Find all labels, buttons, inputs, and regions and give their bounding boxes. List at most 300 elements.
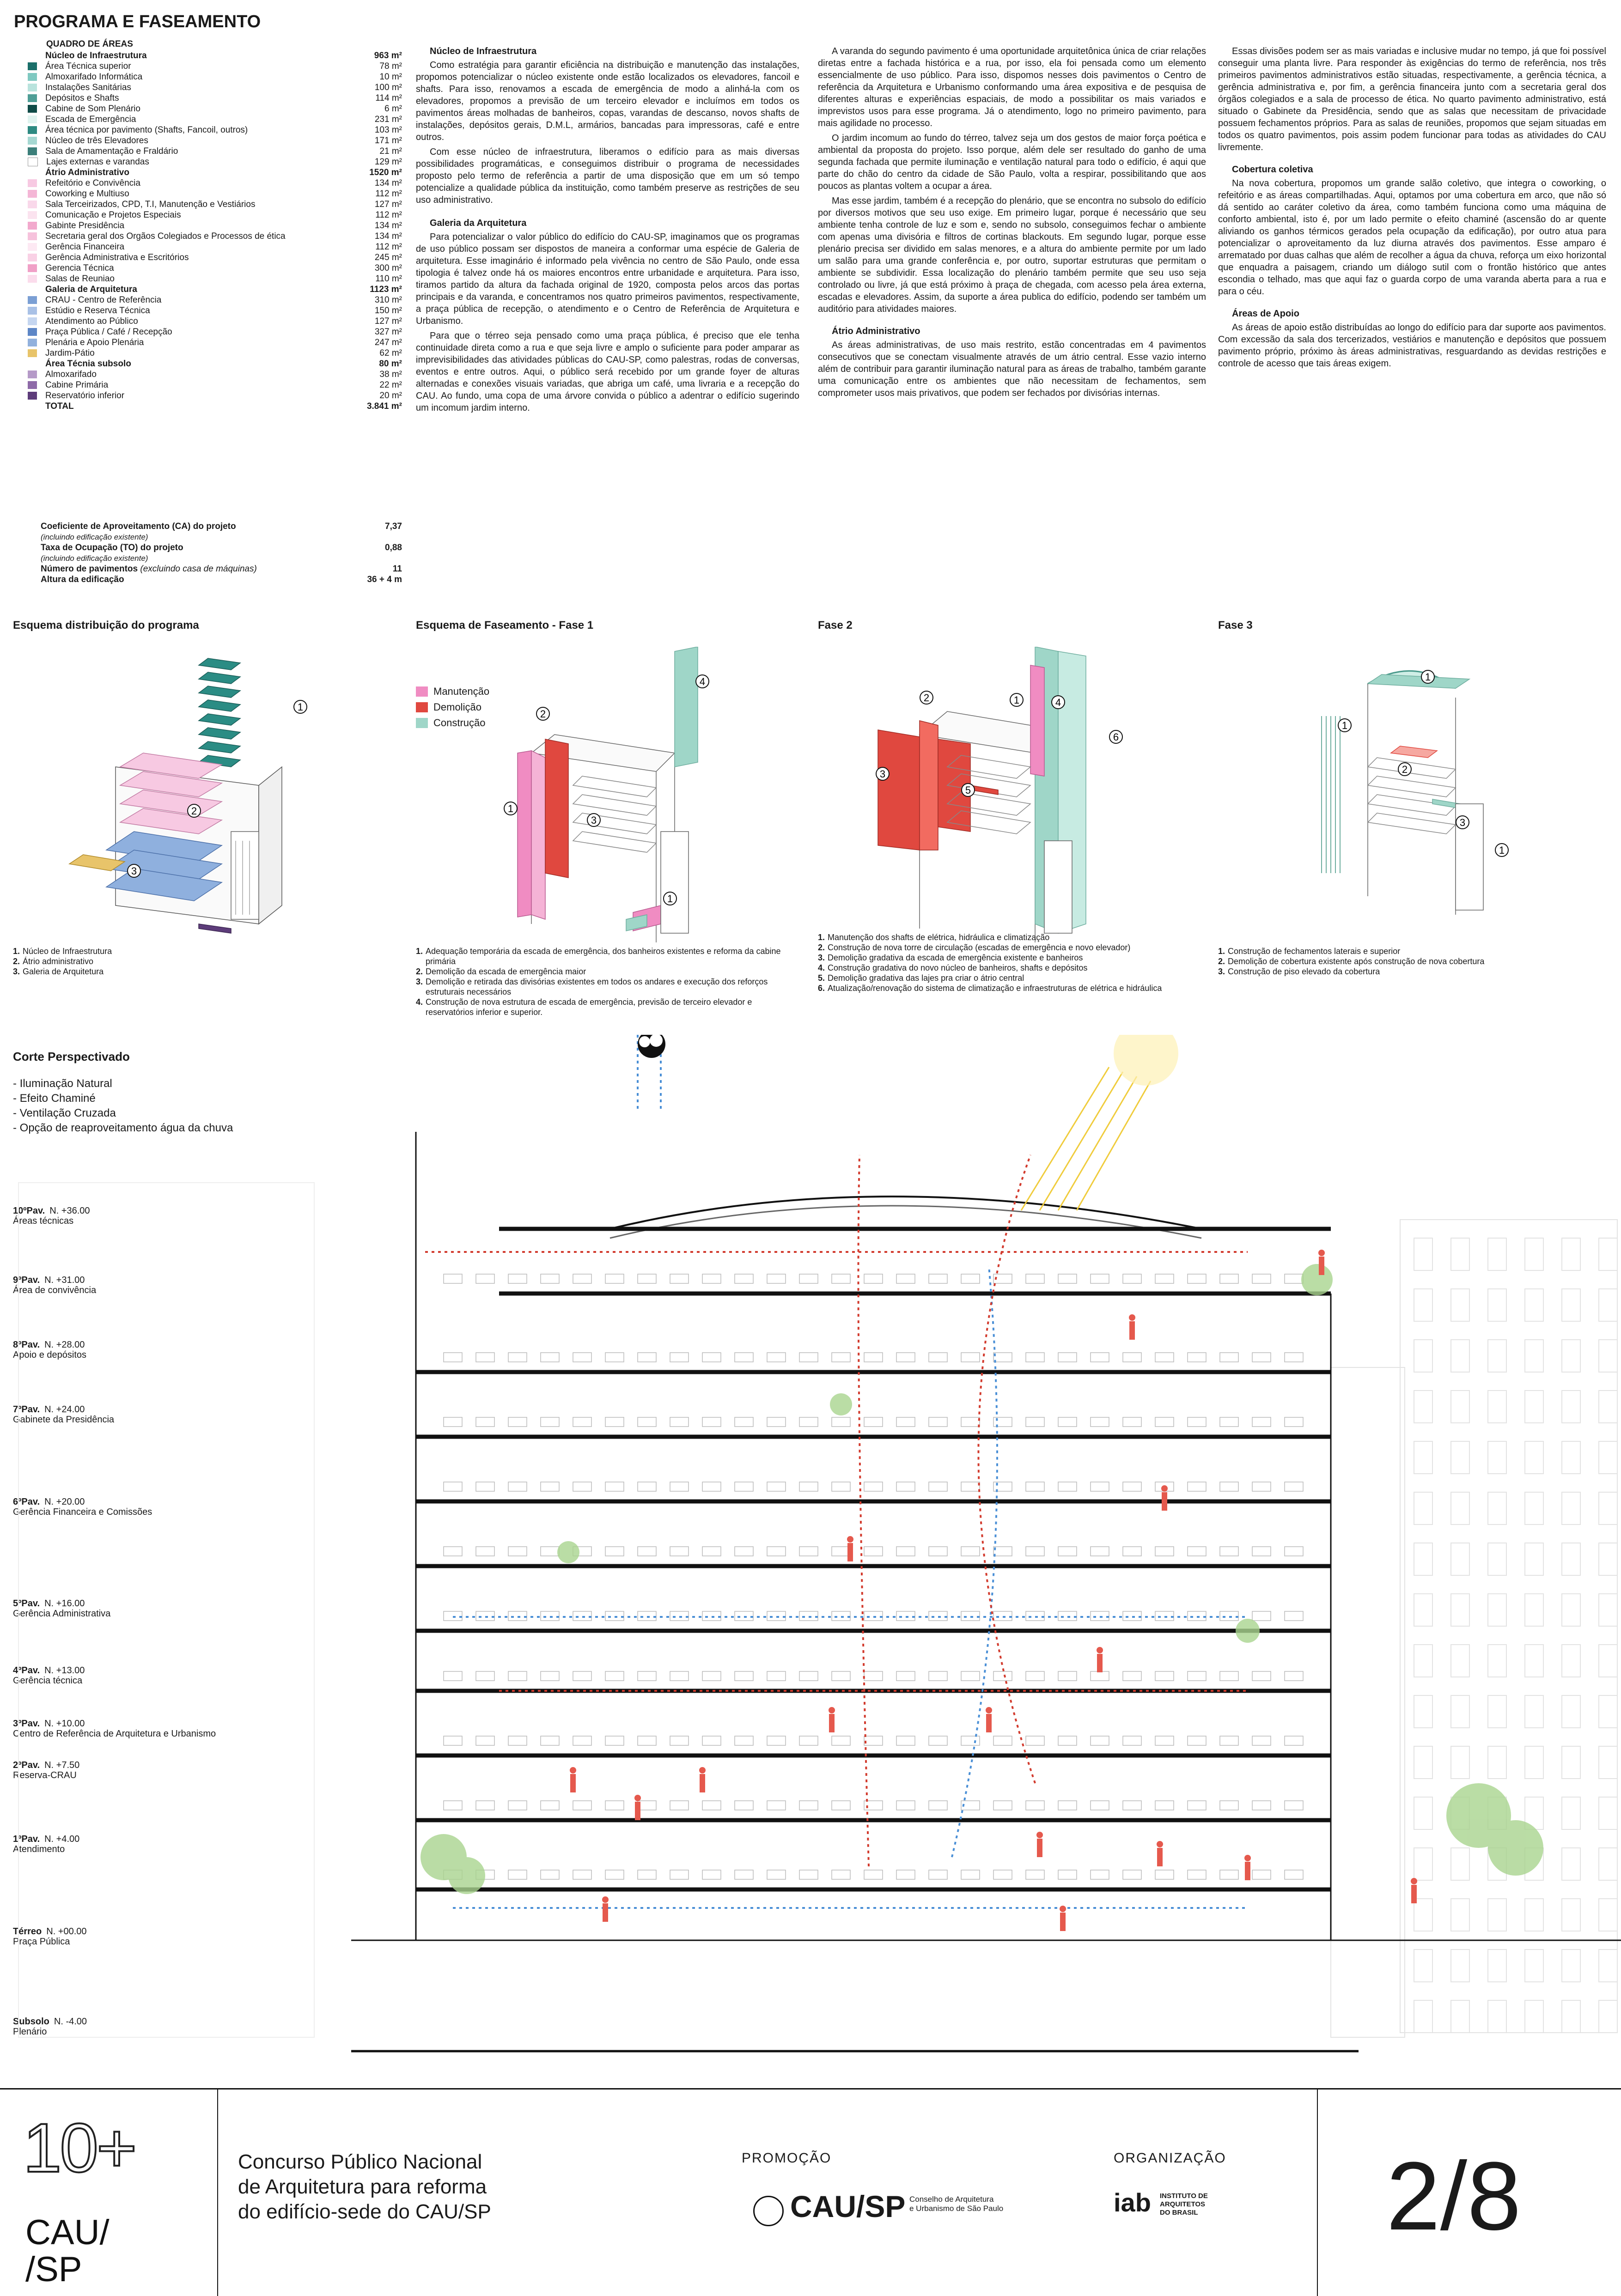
neighbour-window — [1488, 1543, 1506, 1575]
neighbour-window — [1562, 1950, 1580, 1982]
svg-text:1: 1 — [1013, 694, 1020, 706]
desk — [444, 1482, 462, 1491]
neighbour-window — [1451, 1543, 1469, 1575]
desk — [541, 1353, 559, 1362]
level-elevation: N. +36.00 — [49, 1206, 90, 1216]
svg-text:3: 3 — [591, 814, 597, 826]
desk — [864, 1417, 883, 1427]
area-value: 327 m² — [374, 327, 402, 337]
level-elevation: N. +28.00 — [44, 1340, 85, 1350]
desk — [541, 1482, 559, 1491]
level-name: 6ºPav. — [13, 1497, 40, 1507]
desk — [961, 1736, 980, 1745]
desk — [735, 1736, 753, 1745]
neighbour-window — [1414, 1238, 1432, 1270]
person-figure — [634, 1795, 641, 1820]
neighbour-window — [1599, 1238, 1617, 1270]
desk — [1220, 1274, 1238, 1283]
legend-item — [13, 956, 392, 966]
jardim-paragraph: O jardim incomum ao fundo do térreo, talvez seja um dos gestos de maior força poética e ambiental da proposta do projeto. Isso porque, além dele ser resultado do ganho de uma segunda fachada que permite iluminação e ventilação natural para todo o edifício, é aqui que parte do chão do centro da cidade de São Paulo, volta a respirar, possibilitando que aos poucos as plantas voltem a ocupar a área. — [818, 133, 1206, 191]
page-title: PROGRAMA E FASEAMENTO — [14, 12, 261, 31]
desk — [508, 1482, 527, 1491]
area-label: TOTAL — [45, 401, 74, 411]
neighbour-window — [1414, 2000, 1432, 2033]
desk — [573, 1417, 591, 1427]
desk — [508, 1547, 527, 1556]
desk — [864, 1274, 883, 1283]
competition-title-line-2: de Arquitetura para reforma — [238, 2175, 487, 2198]
neighbour-window — [1488, 1746, 1506, 1779]
neighbour-window — [1451, 1950, 1469, 1982]
desk — [541, 1274, 559, 1283]
desk — [1252, 1671, 1271, 1681]
neighbour-window — [1451, 1746, 1469, 1779]
neighbour-window — [1562, 1289, 1580, 1321]
area-row — [28, 220, 402, 231]
person-figure — [1244, 1855, 1251, 1880]
bullet-rainwater: - Opção de reaproveitamento água da chuva — [13, 1122, 233, 1134]
area-value: 112 m² — [375, 242, 402, 252]
desk — [508, 1736, 527, 1745]
neighbour-window — [1451, 1238, 1469, 1270]
bullet-cross-ventilation: - Ventilação Cruzada — [13, 1107, 116, 1119]
desk — [1220, 1801, 1238, 1810]
logo-cau-line: CAU/ — [25, 2213, 110, 2252]
marker-2-text: 2 — [191, 805, 197, 817]
cau-sub-line-2: e Urbanismo de São Paulo — [909, 2204, 1004, 2213]
area-value: 112 m² — [375, 210, 402, 220]
desk — [1252, 1736, 1271, 1745]
desk — [896, 1547, 915, 1556]
desk — [1285, 1274, 1303, 1283]
desk — [767, 1801, 786, 1810]
person-figure — [602, 1896, 609, 1922]
area-value: 247 m² — [374, 338, 402, 347]
legend-text: Construção de nova estrutura de escada de emergência, previsão de terceiro elevador e reservatórios inferior e superior. — [426, 997, 752, 1017]
area-value: 103 m² — [374, 125, 402, 135]
neighbour-window — [1451, 1492, 1469, 1525]
area-color-swatch — [28, 84, 37, 91]
area-row — [28, 178, 402, 188]
diagram-1-title: Esquema de Faseamento - Fase 1 — [416, 619, 594, 632]
area-value: 62 m² — [379, 348, 402, 358]
area-color-swatch — [28, 307, 37, 315]
level-name: 1ºPav. — [13, 1834, 40, 1844]
desk — [799, 1274, 818, 1283]
area-row — [28, 305, 402, 316]
desk — [1285, 1482, 1303, 1491]
neighbour-window — [1562, 1797, 1580, 1829]
desk — [1285, 1870, 1303, 1879]
desk — [1252, 1801, 1271, 1810]
legend-item — [1218, 946, 1597, 956]
area-label: Cabine Primária — [45, 380, 109, 390]
desk — [1155, 1547, 1174, 1556]
legend-text: Átrio administrativo — [23, 957, 94, 966]
desk — [1091, 1482, 1109, 1491]
galeria-paragraph-1: Para potencializar o valor público do edifício do CAU-SP, imaginamos que os programas de uso público possam ser dispostos de maneira a conformar uma espécie de Galeria de arquitetura. Esse imaginário é informado pela vivência no centro de São Paulo, onde essa tipologia é talvez onde há os maiores encontros entre urbanidade e arquitetura. Para isso, tiramos partido da altura da fachada original de 1920, composta pelos arcos das portas principais e da varanda, e concentramos nos quatro primeiros pavimentos, respectivamente, a praça pública de recepção, o atendimento e o Centro de Referência de Arquitetura e Urbanismo. — [416, 232, 799, 326]
competition-title-line-3: do edifício-sede do CAU/SP — [238, 2200, 491, 2223]
area-value: 78 m² — [379, 61, 402, 71]
desk — [670, 1801, 689, 1810]
desk — [864, 1801, 883, 1810]
desk — [767, 1736, 786, 1745]
desk — [929, 1417, 947, 1427]
level-elevation: N. +31.00 — [44, 1275, 85, 1285]
bullet-chimney-effect: - Efeito Chaminé — [13, 1092, 96, 1105]
desk — [1123, 1736, 1141, 1745]
desk — [767, 1870, 786, 1879]
area-group-row — [28, 358, 402, 369]
desk — [799, 1671, 818, 1681]
desk — [508, 1417, 527, 1427]
area-color-swatch — [28, 158, 38, 166]
desk — [735, 1482, 753, 1491]
area-row — [28, 199, 402, 210]
desk — [1091, 1671, 1109, 1681]
area-value: 300 m² — [374, 263, 402, 273]
desk — [605, 1417, 624, 1427]
area-row — [28, 135, 402, 146]
desk — [1058, 1482, 1077, 1491]
desk — [993, 1547, 1012, 1556]
neighbour-window — [1562, 1441, 1580, 1474]
varanda-paragraph: A varanda do segundo pavimento é uma oportunidade arquitetônica única de criar relações diretas entre a fachada histórica e a rua, por isso, ela foi pensada como um elemento essencialmente de uso público. Para isso, dispomos nesses dois pavimentos o Centro de referência da Arquitetura e Urbanismo conformando uma área expositiva e de pesquisa de diferentes alturas e experiências espaciais, de modo a possibilitar os mais variados e imprevistos usos para esse programa. Já o atendimento, logo no primeiro pavimento, para mais agilidade no processo. — [818, 46, 1206, 128]
neighbour-window — [1414, 1340, 1432, 1372]
neighbour-window — [1488, 1645, 1506, 1677]
neighbour-window — [1414, 1441, 1432, 1474]
marker-3-text: 3 — [131, 865, 137, 877]
area-label: Área técnica por pavimento (Shafts, Fancoil, outros) — [45, 125, 248, 135]
floors-label: Número de pavimentos — [41, 564, 138, 574]
desk — [896, 1482, 915, 1491]
desk — [541, 1870, 559, 1879]
level-name: 5ºPav. — [13, 1598, 40, 1609]
footer — [0, 2088, 1621, 2296]
svg-text:1: 1 — [1341, 720, 1348, 731]
area-color-swatch — [28, 94, 37, 102]
area-color-swatch — [28, 222, 37, 230]
desk — [767, 1417, 786, 1427]
level-elevation: N. +13.00 — [44, 1665, 85, 1676]
desk — [444, 1417, 462, 1427]
desk — [476, 1671, 494, 1681]
floors-value: 11 — [392, 564, 402, 574]
legend-number: 3. — [416, 977, 423, 986]
desk — [864, 1736, 883, 1745]
desk — [1188, 1870, 1206, 1879]
level-name: 9ºPav. — [13, 1275, 40, 1285]
desk — [1285, 1611, 1303, 1621]
area-label: Área Técnia subsolo — [45, 359, 131, 369]
marker-1-text: 1 — [297, 701, 304, 713]
desk — [1285, 1736, 1303, 1745]
level-name: Térreo — [13, 1926, 42, 1937]
area-row — [28, 327, 402, 337]
diagram-0-legend — [13, 946, 392, 977]
neighbour-window — [1562, 1848, 1580, 1880]
desk — [444, 1801, 462, 1810]
person-figure — [1318, 1250, 1325, 1275]
apoio-title: Áreas de Apoio — [1232, 309, 1299, 319]
desk — [929, 1274, 947, 1283]
level-name: 4ºPav. — [13, 1665, 40, 1676]
desk — [1123, 1482, 1141, 1491]
area-value: 21 m² — [379, 146, 402, 156]
cau-sp-subtitle — [909, 2195, 1003, 2213]
legend-number: 4. — [818, 963, 825, 972]
area-label: Gerência Financeira — [45, 242, 125, 252]
desk — [670, 1547, 689, 1556]
desk — [1026, 1547, 1044, 1556]
area-value: 963 m² — [374, 51, 402, 61]
level-name: 8ºPav. — [13, 1340, 40, 1350]
legend-number: 2. — [416, 967, 423, 976]
desk — [735, 1417, 753, 1427]
area-row — [28, 252, 402, 263]
desk — [1188, 1547, 1206, 1556]
desk — [929, 1801, 947, 1810]
area-value: 112 m² — [375, 189, 402, 199]
desk — [961, 1417, 980, 1427]
neighbour-window — [1599, 1950, 1617, 1982]
desk — [1026, 1353, 1044, 1362]
desk — [1285, 1801, 1303, 1810]
neighbour-window — [1562, 1695, 1580, 1728]
diagram-2-title: Fase 2 — [818, 619, 853, 632]
level-elevation: N. +00.00 — [46, 1926, 87, 1937]
level-elevation: N. +4.00 — [44, 1834, 80, 1844]
cau-sp-logo: CAU/SP — [790, 2189, 906, 2223]
desk — [929, 1482, 947, 1491]
program-distribution-diagram — [69, 658, 282, 933]
area-label: Sala de Amamentação e Fraldário — [45, 146, 178, 156]
neighbour-window — [1562, 1391, 1580, 1423]
neighbour-window — [1562, 1492, 1580, 1525]
area-label: Lajes externas e varandas — [46, 157, 149, 167]
desk — [444, 1353, 462, 1362]
legend-number: 1. — [13, 947, 20, 956]
level-use: Praça Pública — [13, 1937, 70, 1947]
area-value: 1520 m² — [369, 168, 402, 177]
area-value: 38 m² — [379, 370, 402, 379]
legend-item — [818, 942, 1197, 953]
desk — [735, 1870, 753, 1879]
legend-item — [818, 932, 1197, 942]
legend-text: Demolição e retirada das divisórias existentes em todos os andares e execução dos reforços estruturais necessários — [426, 977, 768, 996]
cobertura-paragraph: Na nova cobertura, propomos um grande salão coletivo, que integra o coworking, o refeitório e as áreas compartilhadas. Aqui, optamos por uma cobertura em arco, que não só dá sentido ao caráter coletivo da área, como também funciona como uma máquina de conforto ambiental, isto é, por um lado permite o efeito chaminé (ascensão do ar quente aliviando os ganhos térmicos gerados pela ocupação da edificação), por outro atua para potencializar o aproveitamento da luz diurna através dos pavimentos. Esse amparo é arrematado por duas calhas que além de recolher a água da chuva, reforça um eixo horizontal que enquadra a paisagem, criando um diálogo sutil com o frontão histórico que antes escondia o telhado, mas que aqui faz o guarda corpo de uma varanda aberta para a rua e para o céu. — [1218, 178, 1606, 297]
desk — [1123, 1417, 1141, 1427]
svg-text:6: 6 — [1113, 731, 1119, 743]
area-value: 22 m² — [379, 380, 402, 390]
neighbour-window — [1599, 1848, 1617, 1880]
svg-text:2: 2 — [1402, 764, 1408, 775]
to-label: Taxa de Ocupação (TO) do projeto — [41, 543, 183, 553]
desk — [702, 1417, 721, 1427]
competition-title — [238, 2150, 491, 2224]
desk — [702, 1671, 721, 1681]
neighbour-window — [1414, 1899, 1432, 1931]
neighbour-window — [1525, 1543, 1543, 1575]
neighbour-window — [1599, 1899, 1617, 1931]
logo-cau-sp — [25, 2214, 110, 2288]
desk — [1252, 1353, 1271, 1362]
area-row — [28, 369, 402, 380]
neighbour-window — [1451, 1441, 1469, 1474]
desk — [1026, 1801, 1044, 1810]
area-label: Galeria de Arquitetura — [45, 285, 137, 294]
desk — [896, 1671, 915, 1681]
iab-sub-line-3: DO BRASIL — [1160, 2209, 1198, 2217]
desk — [1155, 1417, 1174, 1427]
neighbour-window — [1451, 2000, 1469, 2033]
desk — [1026, 1482, 1044, 1491]
legend-number: 2. — [13, 957, 20, 966]
legend-item — [416, 997, 795, 1017]
desk — [1285, 1547, 1303, 1556]
area-value: 100 m² — [374, 83, 402, 92]
level-elevation: N. +10.00 — [44, 1719, 85, 1729]
neighbour-window — [1414, 1391, 1432, 1423]
desk — [573, 1801, 591, 1810]
sun-rays — [1021, 1067, 1151, 1210]
desk — [702, 1736, 721, 1745]
garden-plants — [420, 1264, 1543, 1894]
desk — [1026, 1417, 1044, 1427]
desk — [670, 1417, 689, 1427]
desk — [605, 1482, 624, 1491]
area-value: 134 m² — [374, 231, 402, 241]
area-label: Instalações Sanitárias — [45, 83, 131, 92]
neighbour-window — [1525, 1695, 1543, 1728]
desk — [1123, 1353, 1141, 1362]
neighbour-window — [1414, 1543, 1432, 1575]
person-figure — [1129, 1314, 1135, 1340]
area-value: 134 m² — [374, 221, 402, 231]
area-row — [28, 348, 402, 358]
neighbour-window — [1414, 1289, 1432, 1321]
area-row — [28, 103, 402, 114]
area-label: Núcleo de Infraestrutura — [45, 51, 147, 61]
neighbour-window — [1599, 1289, 1617, 1321]
desk — [573, 1353, 591, 1362]
area-label: Núcleo de três Elevadores — [45, 136, 148, 146]
area-row — [28, 263, 402, 273]
legend-number: 6. — [818, 984, 825, 993]
area-value: 310 m² — [374, 295, 402, 305]
legend-number: 1. — [416, 947, 423, 956]
legend-text: Adequação temporária da escada de emergência, dos banheiros existentes e reforma da cabine primária — [426, 947, 781, 966]
area-value: 10 m² — [379, 72, 402, 82]
desk — [638, 1417, 656, 1427]
area-color-swatch — [28, 339, 37, 346]
desk — [864, 1482, 883, 1491]
area-color-swatch — [28, 190, 37, 198]
neighbour-window — [1599, 1441, 1617, 1474]
desk — [1285, 1671, 1303, 1681]
area-label: Salas de Reuniao — [45, 274, 115, 284]
neighbour-window — [1451, 1289, 1469, 1321]
ca-note: (incluindo edificação existente) — [41, 533, 148, 541]
level-elevation: N. +20.00 — [44, 1497, 85, 1507]
organization-label: ORGANIZAÇÃO — [1114, 2150, 1226, 2166]
desk — [767, 1671, 786, 1681]
desk — [1058, 1801, 1077, 1810]
level-use: Gerência técnica — [13, 1676, 83, 1686]
desk — [896, 1274, 915, 1283]
neighbour-window — [1414, 1645, 1432, 1677]
area-color-swatch — [28, 147, 37, 155]
level-use: Área de convivência — [13, 1285, 97, 1295]
level-use: Plenário — [13, 2027, 47, 2037]
desk — [864, 1547, 883, 1556]
area-color-swatch — [28, 275, 37, 283]
desk — [605, 1671, 624, 1681]
desk — [638, 1870, 656, 1879]
desk — [508, 1353, 527, 1362]
desk — [605, 1801, 624, 1810]
neighbour-window — [1562, 1340, 1580, 1372]
desk — [670, 1671, 689, 1681]
desk — [735, 1801, 753, 1810]
desk — [476, 1801, 494, 1810]
areas-table-rows — [28, 50, 402, 412]
desk — [799, 1547, 818, 1556]
svg-text:4: 4 — [699, 676, 706, 687]
desk — [541, 1547, 559, 1556]
level-use: Áreas técnicas — [13, 1216, 74, 1226]
desk — [993, 1870, 1012, 1879]
person-figure — [1097, 1647, 1103, 1672]
area-value: 127 m² — [374, 200, 402, 209]
area-value: 231 m² — [374, 115, 402, 124]
legend-text: Construção de piso elevado da cobertura — [1228, 967, 1380, 976]
desk — [1252, 1417, 1271, 1427]
galeria-title: Galeria da Arquitetura — [430, 218, 527, 228]
desk — [476, 1547, 494, 1556]
desk — [929, 1736, 947, 1745]
neighbour-window — [1488, 1289, 1506, 1321]
area-row — [28, 316, 402, 327]
desk — [1285, 1353, 1303, 1362]
area-label: Reservatório inferior — [45, 391, 125, 401]
neighbour-window — [1414, 1746, 1432, 1779]
area-row — [28, 114, 402, 125]
page-number: 2/8 — [1386, 2142, 1521, 2250]
area-value: 110 m² — [375, 274, 402, 284]
desk — [961, 1870, 980, 1879]
svg-text:2: 2 — [540, 708, 546, 720]
desk — [1155, 1671, 1174, 1681]
area-color-swatch — [28, 264, 37, 272]
area-label: Gabinte Presidência — [45, 221, 125, 231]
desk — [1058, 1353, 1077, 1362]
legend-number: 5. — [818, 973, 825, 983]
neighbour-window — [1488, 1441, 1506, 1474]
desk — [541, 1801, 559, 1810]
area-value: 6 m² — [384, 104, 402, 114]
person-figure — [1411, 1878, 1417, 1903]
area-color-swatch — [28, 137, 37, 145]
desk — [1220, 1417, 1238, 1427]
desk — [573, 1482, 591, 1491]
neighbour-window — [1451, 1391, 1469, 1423]
area-color-swatch — [28, 381, 37, 389]
neighbour-window — [1414, 1797, 1432, 1829]
desk — [929, 1547, 947, 1556]
neighbour-window — [1599, 1645, 1617, 1677]
area-color-swatch — [28, 126, 37, 134]
